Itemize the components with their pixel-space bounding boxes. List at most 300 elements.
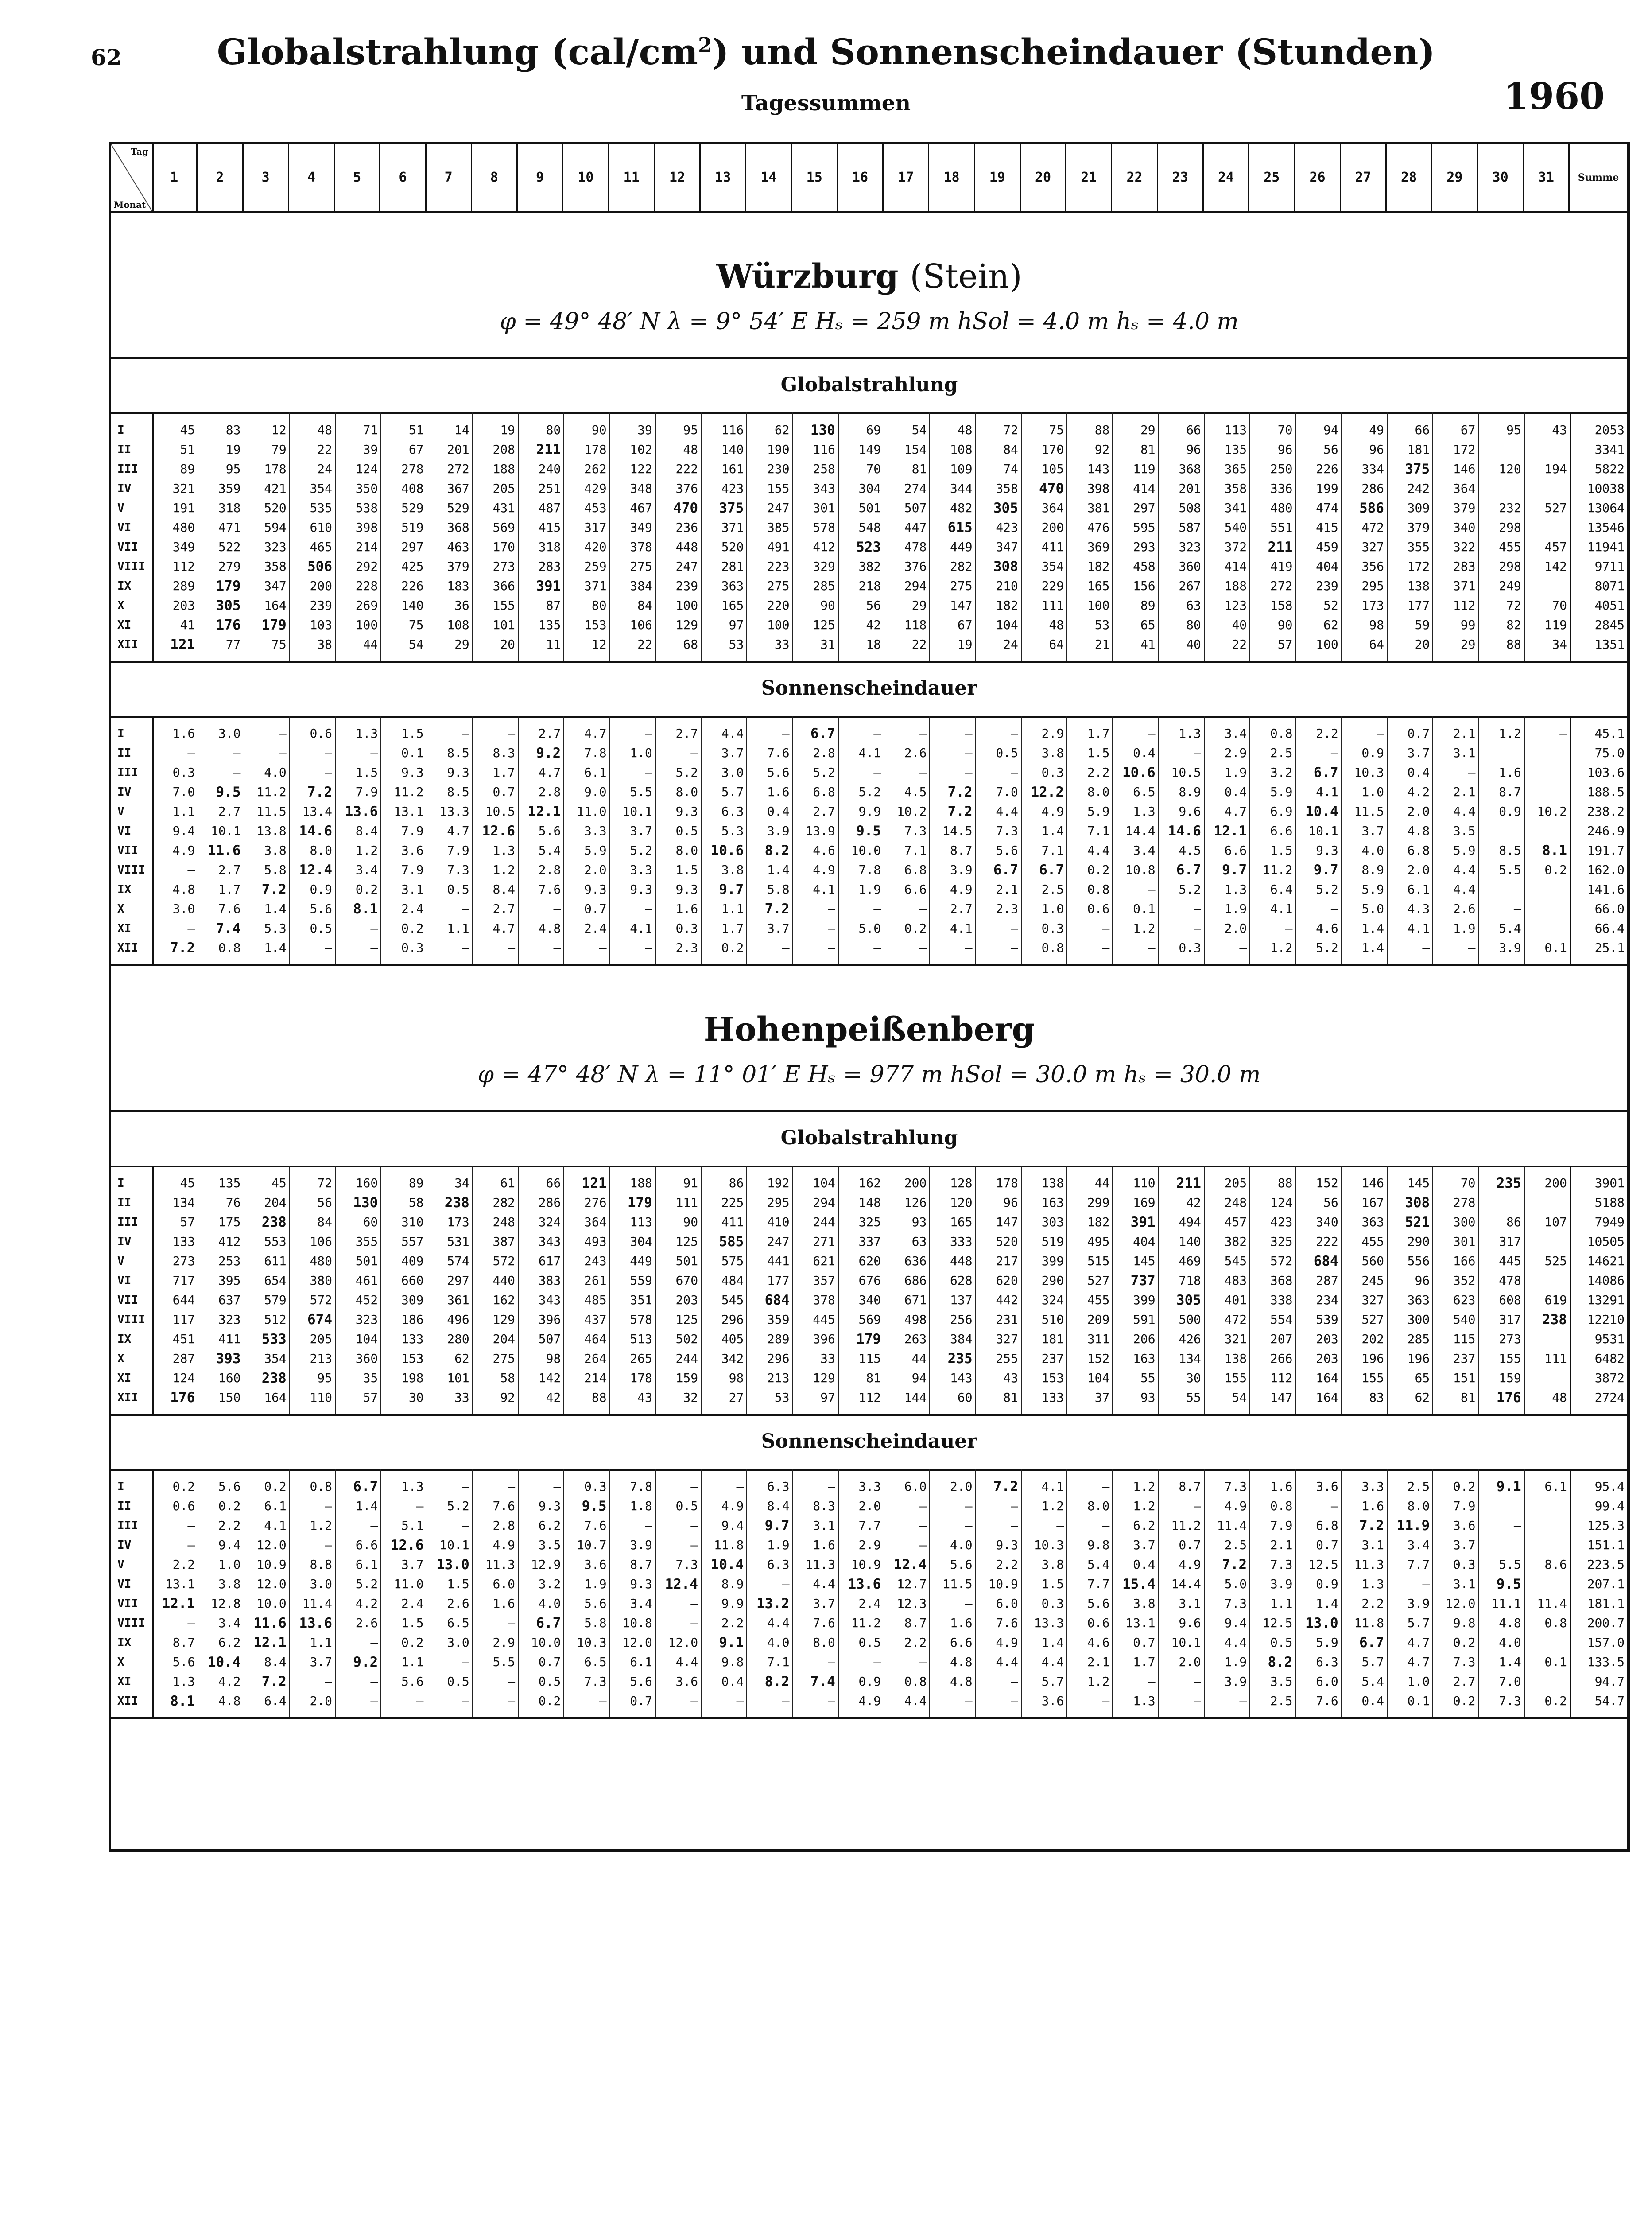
day-value-cell: 19: [225, 442, 241, 457]
day-value-cell: 449: [630, 1254, 652, 1268]
day-value-cell: –: [965, 1596, 973, 1611]
day-value-cell: [1478, 1535, 1524, 1555]
day-value-cell: 341: [1224, 501, 1247, 515]
day-value-cell: 391: [1130, 1214, 1156, 1230]
day-value-cell: 8.2: [1268, 1654, 1293, 1670]
day-value-cell: 4.8: [218, 1694, 241, 1708]
day-value-cell: 4.8: [1407, 824, 1430, 838]
day-value-cell: 4.9: [492, 1538, 516, 1552]
day-value-cell: –: [1194, 1674, 1201, 1689]
day-value-cell: 235: [1496, 1175, 1521, 1191]
day-value-cell: 0.2: [904, 921, 927, 936]
day-value-cell: 1.7: [492, 765, 516, 780]
day-value-cell: 363: [1407, 1293, 1430, 1307]
day-value-cell: 4.4: [904, 1694, 927, 1708]
day-value-cell: 11.2: [1171, 1518, 1201, 1533]
day-value-cell: 110: [310, 1390, 333, 1405]
day-value-cell: 3.5: [1270, 1674, 1293, 1689]
day-value-cell: 0.2: [172, 1479, 195, 1494]
day-value-cell: 7.0: [172, 785, 195, 799]
day-value-cell: 3.8: [1041, 746, 1064, 760]
day-value-cell: –: [965, 746, 973, 760]
day-value-cell: 12.7: [896, 1577, 927, 1591]
month-label: X: [117, 599, 124, 612]
day-value-cell: 6.7: [993, 862, 1018, 878]
day-value-cell: 200: [904, 1176, 927, 1190]
day-value-cell: 278: [1453, 1195, 1476, 1210]
day-value-cell: 164: [1316, 1390, 1338, 1405]
day-value-cell: 7.6: [584, 1518, 607, 1533]
day-value-cell: 0.8: [1087, 882, 1110, 897]
day-value-cell: –: [1011, 726, 1018, 741]
day-value-cell: –: [919, 765, 927, 780]
day-value-cell: 3.6: [584, 1557, 607, 1572]
day-value-cell: 5.2: [447, 1499, 469, 1513]
day-value-cell: 1.1: [1270, 1596, 1293, 1611]
sum-value-cell: 13291: [1587, 1293, 1625, 1307]
day-value-cell: 7.6: [1316, 1694, 1338, 1708]
day-value-cell: 98: [546, 1351, 561, 1366]
month-label: XI: [117, 618, 132, 632]
day-value-cell: 1.9: [1453, 921, 1476, 936]
sum-value-cell: 54.7: [1594, 1694, 1625, 1708]
day-value-cell: 5.0: [1361, 902, 1384, 916]
day-value-cell: 249: [1499, 579, 1521, 593]
day-value-cell: 4.3: [1407, 902, 1430, 916]
day-value-cell: 7.6: [538, 882, 561, 897]
day-value-cell: 1.0: [630, 746, 652, 760]
day-value-cell: 95: [225, 462, 241, 476]
day-value-cell: 242: [1407, 481, 1430, 496]
day-value-cell: 4.6: [1316, 921, 1338, 936]
day-value-cell: 2.6: [355, 1616, 378, 1630]
day-value-cell: 53: [1094, 618, 1110, 632]
day-value-cell: 99: [1460, 618, 1476, 632]
day-value-cell: 464: [584, 1332, 607, 1346]
day-value-cell: 11.5: [942, 1577, 973, 1591]
table-row: [111, 596, 1627, 615]
day-value-cell: 676: [858, 1273, 881, 1288]
day-value-cell: 4.7: [492, 921, 516, 936]
day-value-cell: –: [1194, 921, 1201, 936]
day-value-cell: 175: [218, 1215, 241, 1229]
day-value-cell: 5.7: [1361, 1655, 1384, 1669]
day-value-cell: 97: [820, 1390, 835, 1405]
day-value-cell: 77: [225, 637, 241, 652]
day-value-cell: 75: [271, 637, 287, 652]
sum-value-cell: 133.5: [1587, 1655, 1625, 1669]
day-value-cell: 501: [858, 501, 881, 515]
month-label: X: [117, 902, 124, 916]
day-value-cell: 34: [454, 1176, 469, 1190]
sum-value-cell: 2845: [1594, 618, 1625, 632]
day-value-cell: 501: [355, 1254, 378, 1268]
day-value-cell: 54: [408, 637, 424, 652]
table-row: [111, 1691, 1627, 1711]
day-value-cell: 286: [1361, 481, 1384, 496]
day-value-cell: [1524, 440, 1570, 459]
day-value-cell: [1524, 1368, 1570, 1388]
day-value-cell: 117: [172, 1312, 195, 1327]
day-value-cell: 204: [264, 1195, 287, 1210]
day-value-cell: 1.6: [1270, 1479, 1293, 1494]
day-value-cell: 31: [820, 637, 835, 652]
sum-value-cell: 246.9: [1587, 824, 1625, 838]
day-value-cell: 0.9: [310, 882, 333, 897]
day-value-cell: 303: [1041, 1215, 1064, 1229]
day-value-cell: 67: [1460, 423, 1476, 437]
month-label: XII: [117, 941, 138, 955]
day-value-cell: 8.2: [764, 843, 790, 859]
day-value-cell: 7.9: [401, 824, 424, 838]
day-value-cell: 4.1: [264, 1518, 287, 1533]
day-value-cell: 323: [1179, 540, 1201, 554]
day-value-cell: 36: [454, 598, 469, 613]
day-value-cell: 181: [1041, 1332, 1064, 1346]
day-value-cell: 111: [1544, 1351, 1567, 1366]
day-value-cell: 287: [172, 1351, 195, 1366]
day-value-cell: 68: [683, 637, 698, 652]
day-value-cell: 478: [1499, 1273, 1521, 1288]
day-value-cell: [1524, 763, 1570, 782]
day-value-cell: 10.6: [710, 843, 744, 859]
day-value-cell: 72: [317, 1176, 333, 1190]
day-value-cell: 135: [1224, 442, 1247, 457]
day-value-cell: 236: [675, 520, 698, 535]
day-value-cell: 13.4: [302, 804, 333, 819]
day-value-cell: [1524, 1496, 1570, 1516]
station-coordinates: φ = 49° 48′ N λ = 9° 54′ E Hₛ = 259 m hSol = 4.0 m hₛ = 4.0 m: [500, 308, 1239, 335]
day-value-cell: 5.4: [1361, 1674, 1384, 1689]
day-value-cell: 5.2: [1316, 882, 1338, 897]
sum-value-cell: 45.1: [1594, 726, 1625, 741]
day-value-cell: 13.2: [756, 1596, 790, 1612]
day-value-cell: 5.0: [858, 921, 881, 936]
day-value-cell: 382: [1224, 1234, 1247, 1249]
day-value-cell: 56: [317, 1195, 333, 1210]
day-value-cell: 0.3: [675, 921, 698, 936]
day-value-cell: 5.5: [1499, 863, 1521, 877]
day-value-cell: 12.4: [665, 1576, 698, 1592]
day-value-cell: 2.7: [492, 902, 516, 916]
day-value-cell: 6.2: [538, 1518, 561, 1533]
day-value-cell: 3.0: [218, 726, 241, 741]
day-value-cell: 0.5: [447, 882, 469, 897]
day-value-cell: 63: [1186, 598, 1201, 613]
day-value-cell: –: [508, 726, 516, 741]
day-value-cell: 81: [1460, 1390, 1476, 1405]
day-value-cell: 18: [866, 637, 881, 652]
day-value-cell: 5.9: [1453, 843, 1476, 858]
day-value-cell: 275: [492, 1351, 516, 1366]
day-value-cell: 2.9: [1041, 726, 1064, 741]
day-value-cell: 285: [813, 579, 835, 593]
day-value-cell: 91: [683, 1176, 698, 1190]
day-value-cell: –: [644, 902, 652, 916]
day-value-cell: 574: [447, 1254, 469, 1268]
day-value-cell: 1.4: [1361, 921, 1384, 936]
day-value-cell: 104: [355, 1332, 378, 1346]
day-value-cell: 271: [813, 1234, 835, 1249]
day-value-cell: 178: [584, 442, 607, 457]
day-value-cell: 572: [1270, 1254, 1293, 1268]
day-value-cell: 343: [538, 1234, 561, 1249]
day-value-cell: 0.3: [1041, 1596, 1064, 1611]
day-value-cell: 3.8: [264, 843, 287, 858]
day-value-cell: 1.2: [1041, 1499, 1064, 1513]
day-value-cell: 176: [170, 1390, 195, 1406]
day-value-cell: 553: [264, 1234, 287, 1249]
day-value-cell: 296: [721, 1312, 744, 1327]
day-value-cell: 309: [1407, 501, 1430, 515]
table-row: [111, 1555, 1627, 1574]
day-value-cell: 7.3: [904, 824, 927, 838]
day-value-cell: 5.4: [1499, 921, 1521, 936]
day-value-cell: 421: [264, 481, 287, 496]
table-row: [111, 1368, 1627, 1388]
day-value-cell: 4.4: [721, 726, 744, 741]
day-value-cell: [1524, 1516, 1570, 1535]
day-value-cell: 11: [546, 637, 561, 652]
day-value-cell: 4.0: [1499, 1635, 1521, 1650]
day-value-cell: 96: [1415, 1273, 1430, 1288]
month-label: X: [117, 1352, 124, 1365]
day-value-cell: 94: [1323, 423, 1338, 437]
day-value-cell: 33: [454, 1390, 469, 1405]
day-value-cell: 5.0: [1224, 1577, 1247, 1591]
day-value-cell: 134: [1179, 1351, 1201, 1366]
day-value-cell: 2.8: [538, 785, 561, 799]
day-value-cell: 57: [363, 1390, 378, 1405]
day-value-cell: –: [690, 1596, 698, 1611]
day-value-cell: 10.9: [988, 1577, 1018, 1591]
day-value-cell: 14.6: [299, 823, 333, 839]
day-value-cell: –: [1468, 765, 1476, 780]
day-value-cell: 453: [584, 501, 607, 515]
day-value-cell: 200: [1041, 520, 1064, 535]
day-value-cell: 9.4: [172, 824, 195, 838]
day-value-cell: 529: [447, 501, 469, 515]
day-value-cell: 9.7: [1313, 862, 1338, 878]
day-value-cell: 323: [355, 1312, 378, 1327]
day-value-cell: 445: [1499, 1254, 1521, 1268]
day-value-cell: –: [370, 1694, 378, 1708]
day-value-cell: 6.1: [584, 765, 607, 780]
month-label: I: [117, 727, 124, 740]
day-value-cell: 7.2: [993, 1479, 1018, 1495]
day-value-cell: 2.1: [1453, 726, 1476, 741]
day-value-cell: 118: [904, 618, 927, 632]
day-value-cell: 321: [172, 481, 195, 496]
day-value-cell: 202: [1361, 1332, 1384, 1346]
day-value-cell: 3.4: [1407, 1538, 1430, 1552]
day-value-cell: 10.5: [485, 804, 516, 819]
day-value-cell: 7.7: [1087, 1577, 1110, 1591]
day-value-cell: 89: [1140, 598, 1156, 613]
day-value-cell: 575: [721, 1254, 744, 1268]
day-value-cell: 1.4: [1041, 1635, 1064, 1650]
day-value-cell: 0.2: [218, 1499, 241, 1513]
day-value-cell: 104: [996, 618, 1018, 632]
day-value-cell: 225: [721, 1195, 744, 1210]
day-value-cell: 211: [1268, 539, 1293, 555]
day-value-cell: 411: [1041, 540, 1064, 554]
day-value-cell: 92: [500, 1390, 516, 1405]
day-value-cell: 206: [1133, 1332, 1156, 1346]
day-value-cell: 120: [1499, 462, 1521, 476]
day-value-cell: 48: [317, 423, 333, 437]
day-value-cell: 585: [719, 1234, 744, 1250]
day-value-cell: –: [599, 940, 607, 955]
day-value-cell: 469: [1179, 1254, 1201, 1268]
day-value-cell: 6.3: [767, 1557, 790, 1572]
day-value-cell: 476: [1087, 520, 1110, 535]
day-value-cell: –: [553, 1479, 561, 1494]
day-value-cell: 10.8: [622, 1616, 652, 1630]
sum-value-cell: 66.0: [1594, 902, 1625, 916]
day-value-cell: 59: [1415, 618, 1430, 632]
day-value-cell: 620: [858, 1254, 881, 1268]
sum-value-cell: 25.1: [1594, 940, 1625, 955]
month-label: IX: [117, 579, 132, 593]
day-value-cell: 455: [1499, 540, 1521, 554]
day-value-cell: 364: [1041, 501, 1064, 515]
day-value-cell: 122: [630, 462, 652, 476]
day-value-cell: 513: [630, 1332, 652, 1346]
day-value-cell: 43: [1003, 1371, 1018, 1385]
day-value-cell: 7.2: [1222, 1557, 1247, 1573]
sum-value-cell: 181.1: [1587, 1596, 1625, 1611]
day-value-cell: 8.5: [447, 785, 469, 799]
day-value-cell: 297: [401, 540, 424, 554]
sum-value-cell: 200.7: [1587, 1616, 1625, 1630]
day-value-cell: 5.4: [1087, 1557, 1110, 1572]
day-value-cell: 1.5: [401, 726, 424, 741]
day-value-cell: [1478, 880, 1524, 899]
day-value-cell: 4.4: [996, 1655, 1018, 1669]
day-value-cell: 371: [1453, 579, 1476, 593]
day-value-cell: 88: [1094, 423, 1110, 437]
day-value-cell: 0.5: [447, 1674, 469, 1689]
day-value-cell: 61: [500, 1176, 516, 1190]
sum-value-cell: 66.4: [1594, 921, 1625, 936]
day-value-cell: 375: [719, 500, 744, 516]
day-value-cell: 289: [767, 1332, 790, 1346]
day-value-cell: –: [1011, 1674, 1018, 1689]
table-header: [111, 144, 1627, 213]
day-value-cell: 1.4: [1361, 940, 1384, 955]
table-row: [111, 1271, 1627, 1290]
day-value-cell: 103: [310, 618, 333, 632]
day-value-cell: [1524, 743, 1570, 763]
day-value-cell: 101: [447, 1371, 469, 1385]
day-value-cell: –: [1102, 1518, 1110, 1533]
section-title: Globalstrahlung: [111, 1110, 1627, 1167]
sum-value-cell: 95.4: [1594, 1479, 1625, 1494]
day-value-cell: 9.3: [630, 882, 652, 897]
day-header-26: 26: [1295, 144, 1341, 211]
day-value-cell: 173: [1361, 598, 1384, 613]
sum-value-cell: 13546: [1587, 520, 1625, 535]
day-value-cell: 539: [1316, 1312, 1338, 1327]
day-value-cell: 9.4: [218, 1538, 241, 1552]
day-value-cell: 266: [1270, 1351, 1293, 1366]
day-value-cell: 351: [630, 1293, 652, 1307]
day-value-cell: 2.0: [584, 863, 607, 877]
day-value-cell: 2.6: [1453, 902, 1476, 916]
day-value-cell: 2.7: [218, 863, 241, 877]
day-value-cell: 7.3: [1224, 1596, 1247, 1611]
page-title: [0, 31, 1652, 73]
table-row: [111, 1349, 1627, 1368]
day-value-cell: 205: [310, 1332, 333, 1346]
day-value-cell: 45: [180, 1176, 195, 1190]
day-value-cell: 10.2: [1537, 804, 1567, 819]
table-row: [111, 802, 1627, 821]
day-value-cell: 2.5: [1041, 882, 1064, 897]
day-value-cell: 493: [584, 1234, 607, 1249]
day-value-cell: 64: [1049, 637, 1064, 652]
day-value-cell: –: [1194, 902, 1201, 916]
day-value-cell: 4.6: [1087, 1635, 1110, 1650]
day-value-cell: 84: [317, 1215, 333, 1229]
day-value-cell: 55: [1186, 1390, 1201, 1405]
day-value-cell: 7.2: [947, 804, 973, 820]
day-value-cell: 3.9: [630, 1538, 652, 1552]
day-value-cell: 7.2: [764, 901, 790, 917]
day-value-cell: 130: [353, 1195, 378, 1211]
day-value-cell: 218: [858, 579, 881, 593]
day-value-cell: 6.6: [950, 1635, 973, 1650]
day-value-cell: 352: [1453, 1273, 1476, 1288]
day-value-cell: 0.2: [1453, 1479, 1476, 1494]
day-value-cell: 208: [492, 442, 516, 457]
day-value-cell: 22: [317, 442, 333, 457]
day-value-cell: 147: [950, 598, 973, 613]
day-value-cell: –: [1011, 1499, 1018, 1513]
station-name-suffix: (Stein): [910, 257, 1022, 295]
day-value-cell: 293: [1133, 540, 1156, 554]
day-value-cell: 0.2: [1453, 1635, 1476, 1650]
day-value-cell: 1.7: [1087, 726, 1110, 741]
day-value-cell: 340: [858, 1293, 881, 1307]
day-value-cell: 1.5: [355, 765, 378, 780]
day-value-cell: 3.3: [584, 824, 607, 838]
day-value-cell: 359: [767, 1312, 790, 1327]
table-row: [111, 899, 1627, 919]
day-value-cell: 11.3: [1354, 1557, 1384, 1572]
day-value-cell: 4.4: [1224, 1635, 1247, 1650]
day-value-cell: [1524, 1574, 1570, 1594]
day-value-cell: 188: [630, 1176, 652, 1190]
day-value-cell: 636: [904, 1254, 927, 1268]
day-value-cell: –: [325, 1674, 333, 1689]
day-value-cell: 115: [858, 1351, 881, 1366]
day-value-cell: 11.4: [1217, 1518, 1247, 1533]
day-value-cell: 98: [1369, 618, 1384, 632]
day-value-cell: 7.1: [1087, 824, 1110, 838]
day-value-cell: 135: [218, 1176, 241, 1190]
day-value-cell: 81: [1003, 1390, 1018, 1405]
day-value-cell: 100: [1087, 598, 1110, 613]
day-value-cell: 160: [218, 1371, 241, 1385]
day-value-cell: 153: [584, 618, 607, 632]
day-value-cell: 35: [363, 1371, 378, 1385]
day-value-cell: 143: [1087, 462, 1110, 476]
day-value-cell: 308: [993, 559, 1018, 575]
day-value-cell: 507: [904, 501, 927, 515]
day-value-cell: 106: [630, 618, 652, 632]
